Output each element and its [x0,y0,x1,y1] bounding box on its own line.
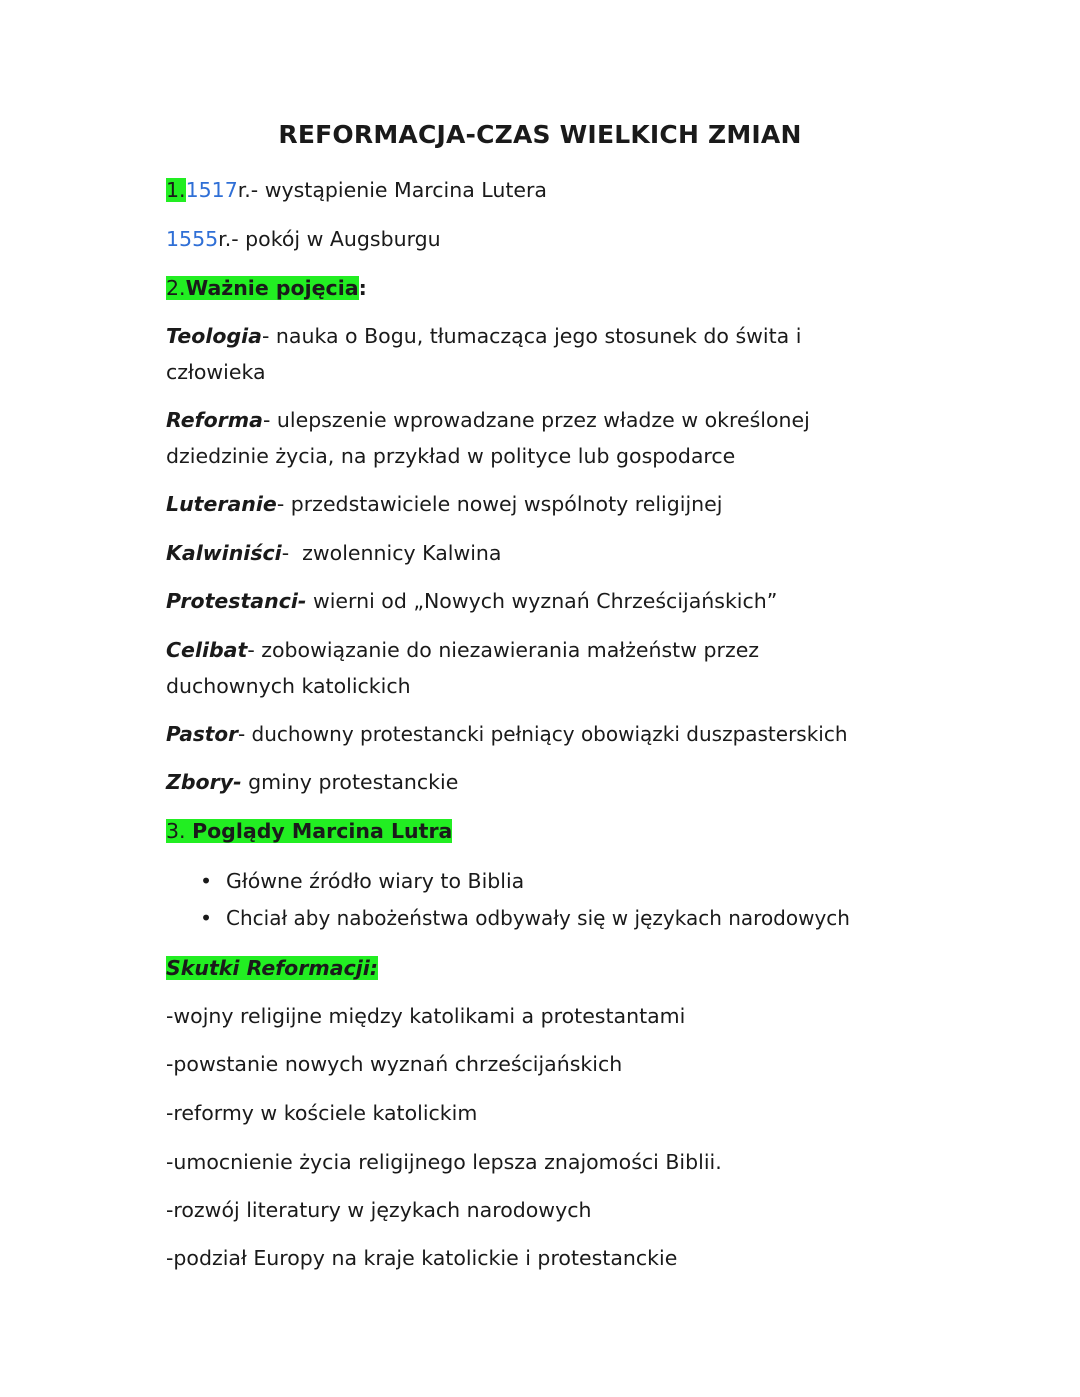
effect-item: -reformy w kościele katolickim [166,1101,478,1125]
term-definition: - przedstawiciele nowej wspólnoty religijnej [276,492,723,516]
term-definition: - duchowny protestancki pełniący obowiązki duszpasterskich [237,722,848,746]
section-3-title: Poglądy Marcina Lutra [192,819,453,843]
term-definition: gminy protestanckie [241,770,459,794]
section-1-number: 1. [166,178,186,202]
term-definition: - ulepszenie wprowadzane przez władze w określonej [262,408,810,432]
bullet-dot-icon: • [200,869,213,893]
term-definition: wierni od „Nowych wyznań Chrześcijańskich” [306,589,778,613]
section-2-title: Ważnie pojęcia [185,276,359,300]
term-label: Zbory- [166,770,242,794]
term-definition-cont: człowieka [166,360,266,384]
section-3-number: 3. [166,819,193,843]
page-title: REFORMACJA-CZAS WIELKICH ZMIAN [278,120,802,149]
term-teologia-cont [166,354,266,390]
effect-item: -wojny religijne między katolikami a protestantami [166,1004,686,1028]
term-celibat-cont [166,668,411,704]
section-2-heading [166,270,367,306]
effect-item: -rozwój literatury w językach narodowych [166,1198,592,1222]
term-protestanci [166,583,777,619]
term-label: Luteranie [166,492,277,516]
term-definition: - nauka o Bogu, tłumacząca jego stosunek do świta i [261,324,802,348]
date-1517-text: r.- wystąpienie Marcina Lutera [237,178,547,202]
term-teologia [166,318,801,354]
term-label: Kalwiniści [166,541,282,565]
list-item: Główne źródło wiary to Biblia [226,869,525,893]
bullet-dot-icon: • [200,906,213,930]
term-definition: - zobowiązanie do niezawierania małżeństw przez [247,638,760,662]
term-celibat [166,632,759,668]
term-luteranie [166,486,722,522]
effects-title: Skutki Reformacji: [166,956,378,980]
term-definition-cont: dziedzinie życia, na przykład w polityce lub gospodarce [166,444,736,468]
term-zbory [166,764,458,800]
term-label: Reforma [166,408,263,432]
term-definition-cont: duchownych katolickich [166,674,411,698]
date-line-1555 [166,221,441,257]
term-definition: - zwolennicy Kalwina [281,541,502,565]
section-2-colon: : [358,276,367,300]
term-label: Teologia [166,324,262,348]
section-2-number: 2. [166,276,186,300]
term-label: Pastor [166,722,238,746]
term-pastor [166,716,848,752]
term-reforma [166,402,810,438]
term-kalwinisci [166,535,501,571]
year-1555: 1555 [166,227,219,251]
effect-item: -podział Europy na kraje katolickie i protestanckie [166,1246,678,1270]
date-1555-text: r.- pokój w Augsburgu [218,227,441,251]
effect-item: -umocnienie życia religijnego lepsza znajomości Biblii. [166,1150,722,1174]
term-label: Celibat [166,638,248,662]
year-1517: 1517 [185,178,238,202]
term-label: Protestanci- [166,589,307,613]
section-3-heading [166,813,452,849]
date-line-1517 [166,172,547,208]
effect-item: -powstanie nowych wyznań chrześcijańskich [166,1052,623,1076]
term-reforma-cont [166,438,735,474]
list-item: Chciał aby nabożeństwa odbywały się w językach narodowych [226,906,850,930]
effects-heading [166,950,378,986]
